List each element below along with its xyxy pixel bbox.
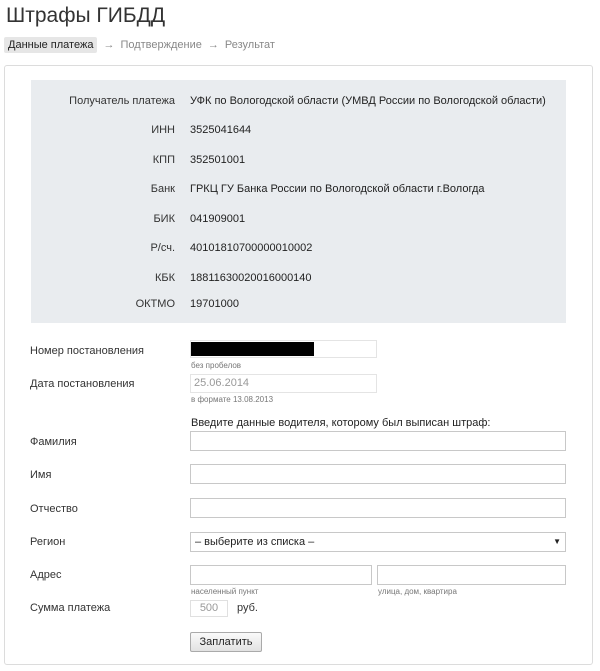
info-value-inn: 3525041644 (190, 124, 252, 136)
info-value-bik: 041909001 (190, 213, 246, 225)
redaction-bar (191, 342, 314, 356)
name-label: Имя (30, 469, 52, 481)
info-label-oktmo: ОКТМО (135, 298, 175, 310)
amount-label: Сумма платежа (30, 602, 111, 614)
breadcrumb-step-result: Результат (224, 39, 275, 51)
currency-label: руб. (237, 602, 258, 614)
info-value-recipient: УФК по Вологодской области (УМВД России по Вологодской области) (190, 95, 546, 107)
surname-label: Фамилия (30, 436, 77, 448)
info-label-inn: ИНН (151, 124, 175, 136)
info-value-kpp: 352501001 (190, 154, 246, 166)
region-label: Регион (30, 536, 66, 548)
surname-input[interactable] (190, 431, 566, 451)
region-select-value: – выберите из списка – (195, 536, 315, 548)
dropdown-triangle-icon: ▼ (553, 537, 561, 546)
driver-intro-text: Введите данные водителя, которому был выписан штраф: (191, 417, 491, 429)
address-locality-hint: населенный пункт (191, 587, 259, 596)
patronymic-input[interactable] (190, 498, 566, 518)
info-value-bank: ГРКЦ ГУ Банка России по Вологодской области г.Вологда (190, 183, 485, 195)
info-label-kbk: КБК (154, 272, 175, 284)
resolution-number-label: Номер постановления (30, 345, 145, 357)
amount-input[interactable]: 500 (190, 600, 228, 617)
info-label-bank: Банк (150, 183, 175, 195)
breadcrumb-step-payment-data: Данные платежа (4, 37, 97, 53)
address-label: Адрес (30, 569, 62, 581)
info-value-oktmo: 19701000 (190, 298, 239, 310)
resolution-date-hint: в формате 13.08.2013 (191, 395, 274, 404)
info-label-account: Р/сч. (150, 242, 175, 254)
pay-button[interactable]: Заплатить (190, 632, 262, 652)
arrow-right-icon: → (207, 39, 219, 51)
address-street-input[interactable] (377, 565, 566, 585)
arrow-right-icon: → (103, 39, 115, 51)
patronymic-label: Отчество (30, 503, 78, 515)
breadcrumb-step-confirmation: Подтверждение (120, 39, 202, 51)
address-street-hint: улица, дом, квартира (378, 587, 457, 596)
address-locality-input[interactable] (190, 565, 372, 585)
page-title: Штрафы ГИБДД (6, 4, 166, 27)
resolution-date-input[interactable]: 25.06.2014 (190, 374, 377, 393)
recipient-info-panel (31, 80, 566, 323)
info-label-recipient: Получатель платежа (69, 95, 175, 107)
breadcrumb (4, 36, 275, 54)
info-value-account: 40101810700000010002 (190, 242, 313, 254)
info-label-kpp: КПП (152, 154, 175, 166)
info-label-bik: БИК (153, 213, 175, 225)
resolution-number-hint: без пробелов (191, 361, 242, 370)
region-select[interactable] (190, 532, 566, 552)
name-input[interactable] (190, 464, 566, 484)
resolution-date-label: Дата постановления (30, 378, 135, 390)
info-value-kbk: 18811630020016000140 (190, 272, 312, 284)
